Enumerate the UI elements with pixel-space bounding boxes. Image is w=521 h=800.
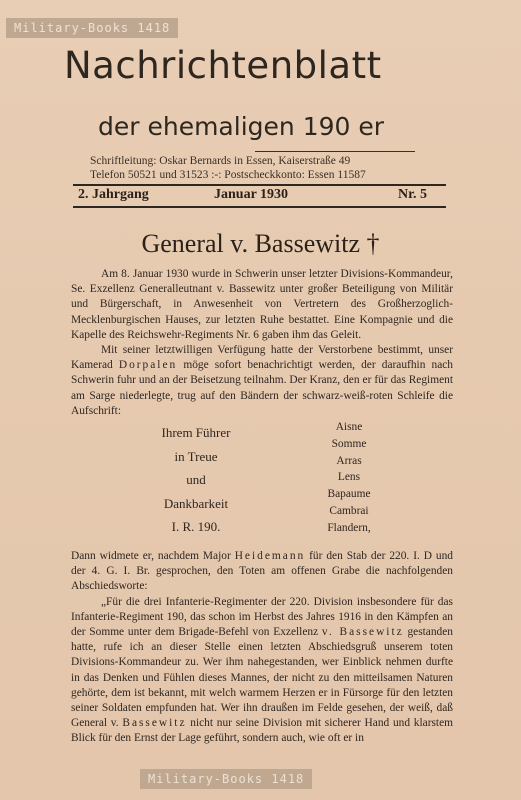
imprint	[90, 154, 366, 182]
issue-volume: 2. Jahrgang	[78, 187, 149, 202]
name-dorpalen: Dorpalen	[118, 359, 178, 372]
masthead-title: Nachrichtenblatt	[64, 44, 382, 87]
paragraph-4: „Für die drei Infanterie-Regimenter der 220. Division insbesondere für das Infanterie-Regiment 190, das schon im Herbst des Jahres 1916 in den Kämpfen an der Somme unter dem Brigade-Befehl von Exzellenz v. Bassewitz gestanden hatte, rufe ich an dieser Stelle einen letzten Abschiedsgruß unserem toten Divisions-Kommandeur zu. Wer ihm nahegestanden, wer Einblick nehmen durfte in das Denken und Fühlen dieses Mannes, der nicht zu den mitteilsamen Naturen gehörte, dem ist bekannt, mit welch warmem Herzen er in Fürsorge für den letzten seiner Soldaten empfunden hat. Wer ihn draußen im Felde gesehen, der weiß, daß General v. Bassewitz nicht nur seine Division mit sicherer Hand und klarstem Blick für den Ernst der Lage geführt, sondern auch, wie oft er in	[71, 595, 454, 745]
editor-line: Schriftleitung: Oskar Bernards in Essen, Kaiserstraße 49	[90, 155, 351, 167]
article-body	[71, 267, 453, 747]
paragraph-3: Dann widmete er, nachdem Major Heidemann für den Stab der 220. I. D und der 4. G. I. Br. gesprochen, den Toten am offenen Grabe die nachfolgenden Abschiedsworte:	[71, 550, 453, 593]
phone-line: Telefon 50521 und 31523 :-: Postscheckkonto: Essen 11587	[90, 169, 366, 181]
paragraph-1: Am 8. Januar 1930 wurde in Schwerin unser letzter Divisions-Kommandeur, Se. Exzellenz Generalleutnant v. Bassewitz unter großer Beteiligung von Militär und Bürgerschaft, in Anwesenheit von Vertretern des Großherzoglich-Mecklenburgischen Hauses, zur letzten Ruhe bestattet. Eine Kompagnie und die Kapelle des Reichswehr-Regiments Nr. 6 gaben ihm das Geleit.	[71, 268, 453, 341]
paragraph-2: Mit seiner letztwilligen Verfügung hatte der Verstorbene bestimmt, unser Kamerad Dorpalen möge sofort benachrichtigt werden, der daraufhin nach Schwerin fuhr und an der Beisetzung teilnahm. Der Kranz, den er für das Regiment am Sarge niederlegte, trug auf den Bändern der schwarz-weiß-roten Schleife die Aufschrift:	[71, 344, 453, 417]
issue-date: Januar 1930	[214, 187, 289, 202]
wreath-dedication: Ihrem Führer in Treue und Dankbarkeit I. R. 190.	[161, 425, 231, 535]
masthead-rule	[255, 151, 415, 152]
issue-rule-top	[73, 184, 446, 186]
wreath-battles: Aisne Somme Arras Lens Bapaume Cambrai Flandern,	[327, 421, 371, 534]
wreath-inscription	[71, 419, 453, 549]
name-bassewitz-1: v. Bassewitz	[321, 626, 404, 639]
article-headline: General v. Bassewitz †	[141, 229, 380, 258]
name-heidemann: Heidemann	[234, 550, 306, 563]
issue-rule-bottom	[73, 206, 446, 208]
masthead-subtitle: der ehemaligen 190 er	[98, 112, 385, 141]
issue-number: Nr. 5	[398, 187, 428, 202]
watermark-top: Military-Books 1418	[6, 18, 178, 38]
name-bassewitz-2: Bassewitz	[122, 717, 187, 730]
watermark-bottom: Military-Books 1418	[140, 769, 312, 789]
